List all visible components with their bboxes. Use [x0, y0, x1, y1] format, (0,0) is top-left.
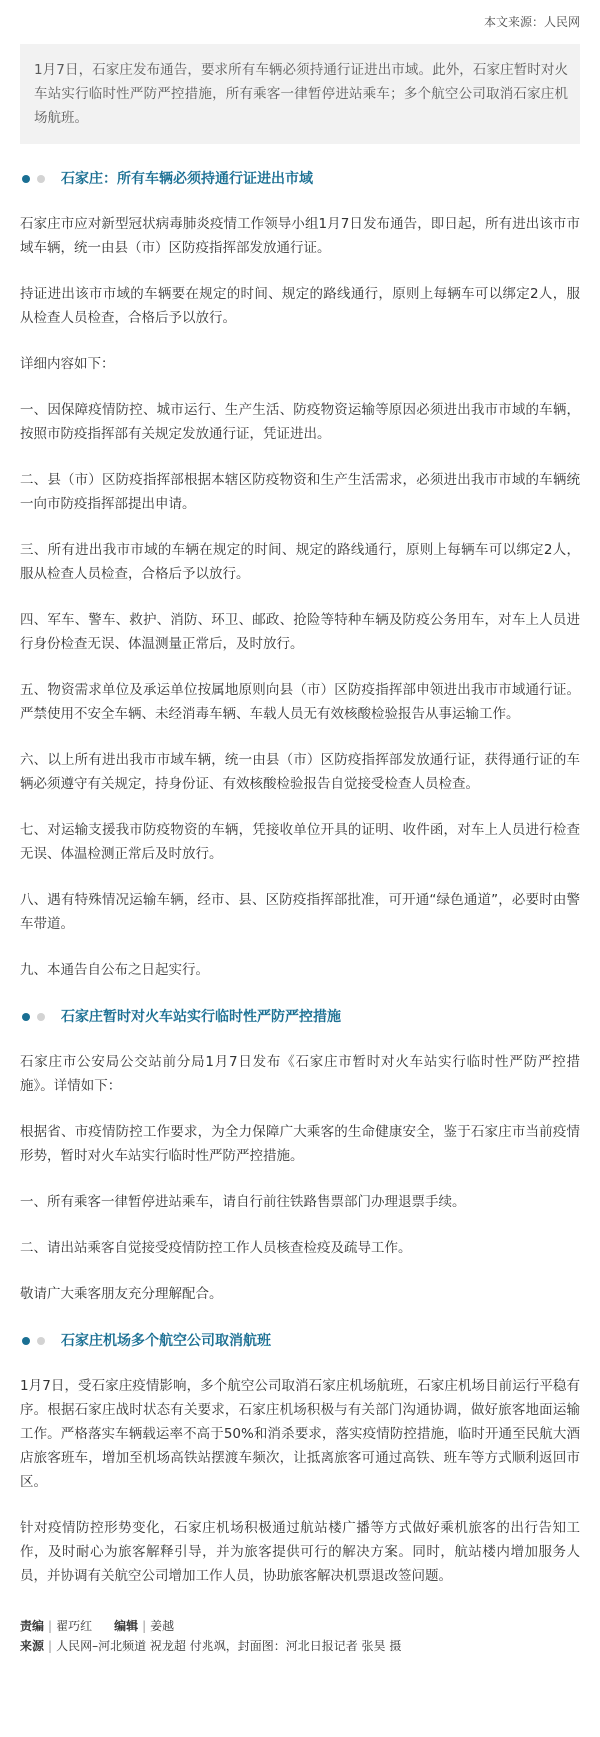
- source-text: 人民网–河北频道 祝龙超 付兆飒，封面图：河北日报记者 张昊 摄: [56, 1639, 402, 1653]
- paragraph: 五、物资需求单位及承运单位按属地原则向县（市）区防疫指挥部申领进出我市市域通行证。严禁使用不安全车辆、未经消毒车辆、车载人员无有效核酸检验报告从事运输工作。: [20, 682, 580, 722]
- section-title: 石家庄暂时对火车站实行临时性严防严控措施: [61, 1009, 341, 1025]
- paragraph: 六、以上所有进出我市市域车辆，统一由县（市）区防疫指挥部发放通行证，获得通行证的车辆必须遵守有关规定，持身份证、有效核酸检验报告自觉接受检查人员检查。: [20, 752, 580, 792]
- paragraph: 二、请出站乘客自觉接受疫情防控工作人员核查检疫及疏导工作。: [20, 1240, 412, 1256]
- paragraph: 详细内容如下：: [20, 356, 115, 372]
- chief-editor-name: 姜越: [150, 1619, 175, 1633]
- chief-editor-label: 编辑: [114, 1619, 139, 1633]
- paragraph: 二、县（市）区防疫指挥部根据本辖区防疫物资和生产生活需求，必须进出我市市域的车辆统一向市防疫指挥部提出申请。: [20, 472, 580, 512]
- section-title: 石家庄：所有车辆必须持通行证进出市域: [61, 171, 313, 187]
- editor-label: 责编: [20, 1619, 45, 1633]
- separator: |: [48, 1619, 53, 1633]
- paragraph: 一、所有乘客一律暂停进站乘车，请自行前往铁路售票部门办理退票手续。: [20, 1194, 466, 1210]
- paragraph: 1月7日，受石家庄疫情影响，多个航空公司取消石家庄机场航班，石家庄机场目前运行平稳有序。根据石家庄战时状态有关要求，石家庄机场积极与有关部门沟通协调，做好旅客地面运输工作。严格落实车辆载运率不高于50%和消杀要求，落实疫情防控措施，临时开通至民航大酒店旅客班车，增加至机场高铁站摆渡车频次，让抵离旅客可通过高铁、班车等方式顺利返回市区。: [20, 1378, 580, 1490]
- source-label: 来源: [20, 1639, 45, 1653]
- paragraph: 一、因保障疫情防控、城市运行、生产生活、防疫物资运输等原因必须进出我市市域的车辆，按照市防疫指挥部有关规定发放通行证，凭证进出。: [20, 402, 580, 442]
- paragraph: 石家庄市应对新型冠状病毒肺炎疫情工作领导小组1月7日发布通告，即日起，所有进出该市市域车辆，统一由县（市）区防疫指挥部发放通行证。: [20, 216, 580, 256]
- paragraph: 石家庄市公安局公交站前分局1月7日发布《石家庄市暂时对火车站实行临时性严防严控措施》。详情如下：: [20, 1054, 580, 1094]
- paragraph: 持证进出该市市域的车辆要在规定的时间、规定的路线通行，原则上每辆车可以绑定2人，服从检查人员检查，合格后予以放行。: [20, 286, 580, 326]
- bullet-dot-icon: [22, 175, 30, 183]
- separator: |: [142, 1619, 147, 1633]
- paragraph: 针对疫情防控形势变化，石家庄机场积极通过航站楼广播等方式做好乘机旅客的出行告知工作，及时耐心为旅客解释引导，并为旅客提供可行的解决方案。同时，航站楼内增加服务人员，并协调有关航空公司增加工作人员，协助旅客解决机票退改签问题。: [20, 1520, 580, 1584]
- bullet-dot-icon: [22, 1013, 30, 1021]
- paragraph: 七、对运输支援我市防疫物资的车辆，凭接收单位开具的证明、收件函，对车上人员进行检查无误、体温检测正常后及时放行。: [20, 822, 580, 862]
- paragraph: 九、本通告自公布之日起实行。: [20, 962, 209, 978]
- article-credits: [20, 1616, 580, 1656]
- bullet-dot-light-icon: [37, 1013, 45, 1021]
- section-heading: [20, 1006, 580, 1028]
- editor-name: 翟巧红: [56, 1619, 93, 1633]
- section-title: 石家庄机场多个航空公司取消航班: [61, 1333, 271, 1349]
- paragraph: 根据省、市疫情防控工作要求，为全力保障广大乘客的生命健康安全，鉴于石家庄市当前疫情形势，暂时对火车站实行临时性严防严控措施。: [20, 1124, 580, 1164]
- paragraph: 敬请广大乘客朋友充分理解配合。: [20, 1286, 223, 1302]
- paragraph: 八、遇有特殊情况运输车辆，经市、县、区防疫指挥部批准，可开通“绿色通道”，必要时由警车带道。: [20, 892, 580, 932]
- paragraph: 三、所有进出我市市域的车辆在规定的时间、规定的路线通行，原则上每辆车可以绑定2人，服从检查人员检查，合格后予以放行。: [20, 542, 580, 582]
- bullet-dot-light-icon: [37, 1337, 45, 1345]
- section-heading: [20, 1330, 580, 1352]
- summary-box: 1月7日，石家庄发布通告，要求所有车辆必须持通行证进出市域。此外，石家庄暂时对火车站实行临时性严防严控措施，所有乘客一律暂停进站乘车；多个航空公司取消石家庄机场航班。: [20, 44, 580, 144]
- section-heading: [20, 168, 580, 190]
- credits-source-line: [20, 1636, 580, 1656]
- separator: |: [48, 1639, 53, 1653]
- bullet-dot-light-icon: [37, 175, 45, 183]
- credits-editor-line: [20, 1616, 580, 1636]
- paragraph: 四、军车、警车、救护、消防、环卫、邮政、抢险等特种车辆及防疫公务用车，对车上人员进行身份检查无误、体温测量正常后，及时放行。: [20, 612, 580, 652]
- source-attribution: 本文来源：人民网: [483, 15, 580, 29]
- bullet-dot-icon: [22, 1337, 30, 1345]
